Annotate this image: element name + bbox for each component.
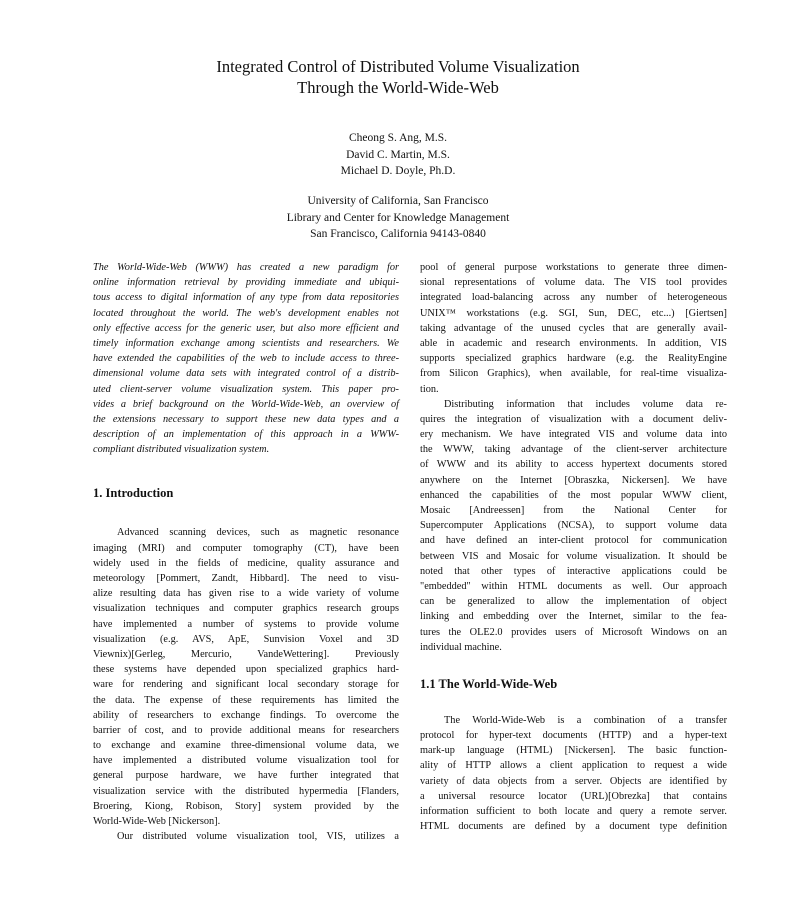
subsection-heading-world-wide-web: 1.1 The World-Wide-Web <box>420 676 558 691</box>
body-line: have implemented a number of systems to provide volume <box>93 618 399 630</box>
body-line: from Silicon Graphics), when available, for real-time visualiza- <box>420 368 727 380</box>
body-line: The World-Wide-Web is a combination of a transfer <box>444 714 727 726</box>
author-name: Cheong S. Ang, M.S. <box>348 132 448 144</box>
introduction-paragraph-3 <box>420 397 727 655</box>
abstract-line: uted client-server volume visualization system. This paper pro- <box>93 383 399 395</box>
body-line: Viewnix)[Gerleg, Mercurio, VandeWettering]. Previously <box>93 648 399 660</box>
body-line: the WWW, taking advantage of the client-server architecture <box>420 444 727 456</box>
author-name: Michael D. Doyle, Ph.D. <box>340 165 456 177</box>
introduction-paragraph-1 <box>93 525 399 829</box>
body-line: ality of HTTP allows a client application to request a wide <box>420 760 727 772</box>
body-line: Our distributed volume visualization tool, VIS, utilizes a <box>117 831 399 843</box>
abstract-line: tous access to digital information of any type from data repositories <box>93 292 399 304</box>
body-line: ware for rendering and significant local secondary storage for <box>93 679 399 691</box>
body-line: visualization (e.g. AVS, ApE, Sunvision Voxel and 3D <box>93 633 399 645</box>
affiliation <box>100 193 696 243</box>
right-column <box>420 260 727 834</box>
body-line: the data. The expense of these requirements has limited the <box>93 694 399 706</box>
title-line-1: Integrated Control of Distributed Volume Visualization <box>216 57 580 76</box>
body-line: Distributing information that includes volume data re- <box>444 398 727 410</box>
body-line: World-Wide-Web [Nickerson]. <box>93 816 221 827</box>
body-line: able in academic and research environments. In addition, VIS <box>420 337 727 349</box>
section-heading-introduction: 1. Introduction <box>93 486 174 501</box>
body-line: meteorology [Pommert, Zandt, Hibbard]. The need to visu- <box>93 573 399 584</box>
paper-title <box>100 56 696 98</box>
body-line: general purpose hardware, we have further integrated that <box>93 770 399 782</box>
body-line: ability of researchers to exchange findings. To overcome the <box>93 709 399 721</box>
body-line: and have defined an inter-client protocol for communication <box>420 535 727 547</box>
affiliation-line: University of California, San Francisco <box>307 195 489 207</box>
body-line: a universal resource locator (URL)[Obrezka] that contains <box>420 790 727 802</box>
abstract-line: online information retrieval by providing immediate and ubiqui- <box>93 277 399 289</box>
body-line: visualization techniques and computer graphics research groups <box>93 603 399 615</box>
body-line: barrier of cost, and to provide additional means for researchers <box>93 724 399 736</box>
body-line: tures the OLE2.0 provides users of Microsoft Windows on an <box>420 626 727 638</box>
introduction-paragraph-2-continued <box>420 260 727 397</box>
body-line: between VIS and Mosaic for volume visualization. It should be <box>420 550 727 562</box>
body-line: ery mechanism. We have integrated VIS and volume data into <box>420 429 727 441</box>
body-line: Mosaic [Andreessen] from the National Center for <box>420 505 727 516</box>
left-column <box>93 260 399 844</box>
abstract-line: timely information exchange among scientists and researchers. We <box>93 337 399 349</box>
abstract-line: The World-Wide-Web (WWW) has created a new paradigm for <box>93 262 399 273</box>
body-line: of WWW and its ability to access hypertext documents stored <box>420 459 727 471</box>
body-line: Supercomputer Applications (NCSA), to support volume data <box>420 520 727 532</box>
world-wide-web-paragraph <box>420 713 727 835</box>
author-name: David C. Martin, M.S. <box>346 148 450 161</box>
body-line: mark-up language (HTML) [Nickersen]. The basic function- <box>420 745 727 757</box>
body-line: to exchange and examine three-dimensional volume data, we <box>93 740 399 752</box>
body-line: imaging (MRI) and computer tomography (CT), have been <box>93 542 399 554</box>
body-line: Advanced scanning devices, such as magnetic resonance <box>117 527 399 539</box>
body-line: sional representations of volume data. The VIS tool provides <box>420 277 727 289</box>
body-line: "embedded" within HTML documents as well. Our approach <box>420 580 727 592</box>
abstract-line: description of an implementation of this approach in a WWW- <box>93 429 399 441</box>
body-line: variety of data objects from a server. Objects are identified by <box>420 775 727 787</box>
body-line: linking and embedding over the Internet, similar to the fea- <box>420 611 727 623</box>
abstract-line: vides a brief background on the World-Wide-Web, an overview of <box>93 398 399 410</box>
affiliation-line: Library and Center for Knowledge Management <box>286 211 510 224</box>
body-line: visualization service with the distributed hypermedia [Flanders, <box>93 785 399 797</box>
body-line: UNIX™ workstations (e.g. SGI, Sun, DEC, etc...) [Giertsen] <box>420 307 727 319</box>
body-line: protocol for hyper-text documents (HTTP) and a hyper-text <box>420 730 727 742</box>
body-line: pool of general purpose workstations to generate three dimen- <box>420 262 727 273</box>
abstract <box>93 260 399 457</box>
body-line: anywhere on the Internet [Obraszka, Nickersen]. We have <box>420 474 727 486</box>
body-line: enhanced the capabilities of the most popular WWW client, <box>420 489 727 501</box>
abstract-line: located throughout the world. The web's development enables not <box>93 307 399 319</box>
body-line: integrated load-balancing across any number of heterogeneous <box>420 292 727 304</box>
body-line: alize resulting data has given rise to a wide variety of volume <box>93 588 399 600</box>
body-line: Broering, Kiong, Robison, Story] system provided by the <box>93 800 399 812</box>
abstract-line: dimensional volume data sets with integrated control of a distrib- <box>93 368 399 380</box>
body-line: HTML documents are defined by a document type definition <box>420 821 727 833</box>
affiliation-line: San Francisco, California 94143-0840 <box>310 228 486 240</box>
abstract-line: compliant distributed visualization system. <box>93 444 270 456</box>
body-line: taking advantage of the unused cycles that are generally avail- <box>420 322 727 334</box>
body-line: can be generalized to allow the implementation of object <box>420 596 727 608</box>
body-line: tion. <box>420 383 439 395</box>
title-line-2: Through the World-Wide-Web <box>297 78 499 97</box>
body-line: have implemented a distributed volume visualization tool for <box>93 755 399 767</box>
body-line: information sufficient to both locate and query a remote server. <box>420 806 727 817</box>
author-list <box>100 130 696 180</box>
body-line: noted that other types of interactive applications could be <box>420 565 727 577</box>
body-line: quires the integration of visualization with a document deliv- <box>420 413 727 425</box>
introduction-paragraph-2 <box>93 829 399 844</box>
body-line: widely used in the fields of medicine, quality assurance and <box>93 557 399 569</box>
body-line: supports specialized graphics hardware (e.g. the RealityEngine <box>420 353 727 365</box>
abstract-line: the extensions necessary to support these new data types and a <box>93 413 399 425</box>
body-line: individual machine. <box>420 641 502 653</box>
body-line: these systems have depended upon specialized graphics hard- <box>93 664 399 676</box>
abstract-line: only effective access for the generic user, but also more efficient and <box>93 322 399 334</box>
abstract-line: have extended the capabilities of the web to include access to three- <box>93 353 399 365</box>
